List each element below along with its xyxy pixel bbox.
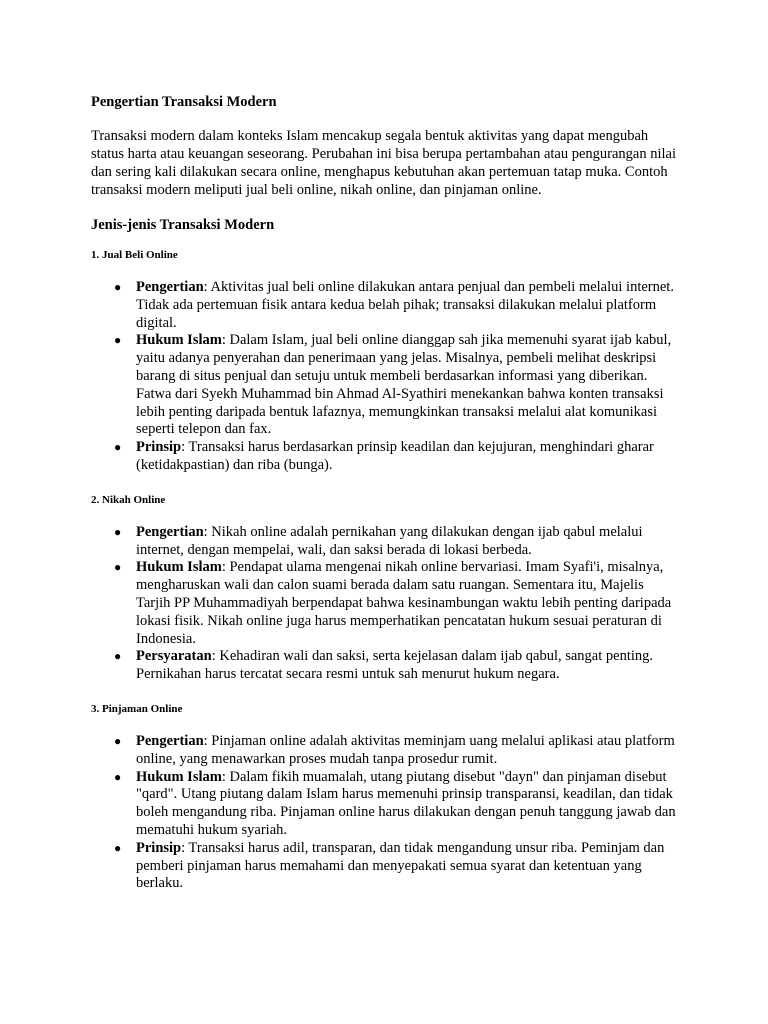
document-page: [91, 93, 681, 911]
item-text: : Pinjaman online adalah aktivitas meminjam uang melalui aplikasi atau platform online, yang menawarkan proses mudah tanpa prosedur rumit.: [136, 732, 675, 767]
list-item: [114, 559, 681, 648]
list-item: [114, 648, 681, 684]
item-text: : Kehadiran wali dan saksi, serta kejelasan dalam ijab qabul, sangat penting. Pernikahan harus tercatat secara resmi untuk sah menurut hukum negara.: [136, 648, 654, 683]
types-heading: Jenis-jenis Transaksi Modern: [91, 217, 275, 233]
bullet-icon: ●: [114, 524, 122, 539]
list-item: [114, 439, 681, 475]
list-item: [114, 732, 681, 769]
document-title: Pengertian Transaksi Modern: [91, 94, 277, 110]
bullet-icon: ●: [114, 769, 122, 784]
bullet-icon: ●: [114, 333, 122, 348]
bullet-icon: ●: [114, 280, 122, 294]
item-term: Pengertian: [136, 279, 204, 295]
bullet-icon: ●: [114, 440, 122, 455]
section-heading-nikah: 2. Nikah Online: [91, 493, 166, 506]
section-list-nikah: [91, 524, 681, 684]
item-text: : Aktivitas jual beli online dilakukan antara penjual dan pembeli melalui internet. Tidak ada pertemuan fisik antara kedua belah pihak; transaksi dilakukan melalui platform digital.: [136, 279, 674, 331]
section-list-pinjaman: [91, 733, 681, 893]
bullet-icon: ●: [114, 733, 122, 748]
section-list-jual-beli: [91, 279, 681, 475]
item-text: : Transaksi harus berdasarkan prinsip keadilan dan kejujuran, menghindari gharar (ketidakpastian) dan riba (bunga).: [136, 439, 654, 473]
item-text: : Dalam Islam, jual beli online dianggap sah jika memenuhi syarat ijab kabul, yaitu adanya penyerahan dan penerimaan yang jelas. Misalnya, pembeli melihat deskripsi barang di situs penjual dan setuju untuk membeli berdasarkan informasi yang diberikan. Fatwa dari Syekh Muhammad bin Ahmad Al-Syathiri menekankan bahwa konten transaksi lebih penting daripada bentuk lafaznya, memungkinkan transaksi melalui alat komunikasi seperti telepon dan fax.: [136, 332, 672, 438]
item-term: Hukum Islam: [136, 768, 222, 785]
item-term: Pengertian: [136, 732, 204, 749]
list-item: [114, 279, 681, 332]
list-item: [114, 332, 681, 439]
intro-paragraph: Transaksi modern dalam konteks Islam mencakup segala bentuk aktivitas yang dapat mengubah status harta atau keuangan seseorang. Perubahan ini bisa berupa pertambahan atau pengurangan nilai dan sering kali dilakukan secara online, menghapus kebutuhan akan pertemuan tatap muka. Contoh transaksi modern meliputi jual beli online, nikah online, dan pinjaman online.: [91, 128, 677, 198]
item-text: : Dalam fikih muamalah, utang piutang disebut "dayn" dan pinjaman disebut "qard". Utang piutang dalam Islam harus memenuhi prinsip transparansi, keadilan, dan tidak boleh mengandung riba. Pinjaman online harus dilakukan dengan penuh tanggung jawab dan mematuhi hukum syariah.: [136, 768, 676, 838]
bullet-icon: ●: [114, 840, 122, 855]
item-term: Hukum Islam: [136, 559, 222, 576]
list-item: [114, 839, 681, 893]
item-term: Prinsip: [136, 839, 182, 856]
bullet-icon: ●: [114, 560, 122, 575]
section-heading-jual-beli: 1. Jual Beli Online: [91, 249, 178, 261]
item-term: Persyaratan: [136, 648, 212, 665]
item-text: : Pendapat ulama mengenai nikah online bervariasi. Imam Syafi'i, misalnya, mengharuskan wali dan calon suami berada dalam satu ruangan. Sementara itu, Majelis Tarjih PP Muhammadiyah berpendapat bahwa kesinambungan waktu lebih penting daripada lokasi fisik. Nikah online juga harus memperhatikan pencatatan hukum sesuai peraturan di Indonesia.: [136, 559, 672, 647]
item-term: Pengertian: [136, 523, 204, 540]
item-term: Hukum Islam: [136, 332, 222, 349]
item-text: : Nikah online adalah pernikahan yang dilakukan dengan ijab qabul melalui internet, dengan mempelai, wali, dan saksi berada di lokasi berbeda.: [136, 523, 643, 558]
item-term: Prinsip: [136, 439, 182, 456]
section-heading-pinjaman: 3. Pinjaman Online: [91, 702, 183, 715]
item-text: : Transaksi harus adil, transparan, dan tidak mengandung unsur riba. Peminjam dan pemberi pinjaman harus memahami dan menyepakati semua syarat dan ketentuan yang berlaku.: [136, 839, 665, 892]
list-item: [114, 768, 681, 840]
bullet-icon: ●: [114, 649, 122, 664]
list-item: [114, 523, 681, 560]
